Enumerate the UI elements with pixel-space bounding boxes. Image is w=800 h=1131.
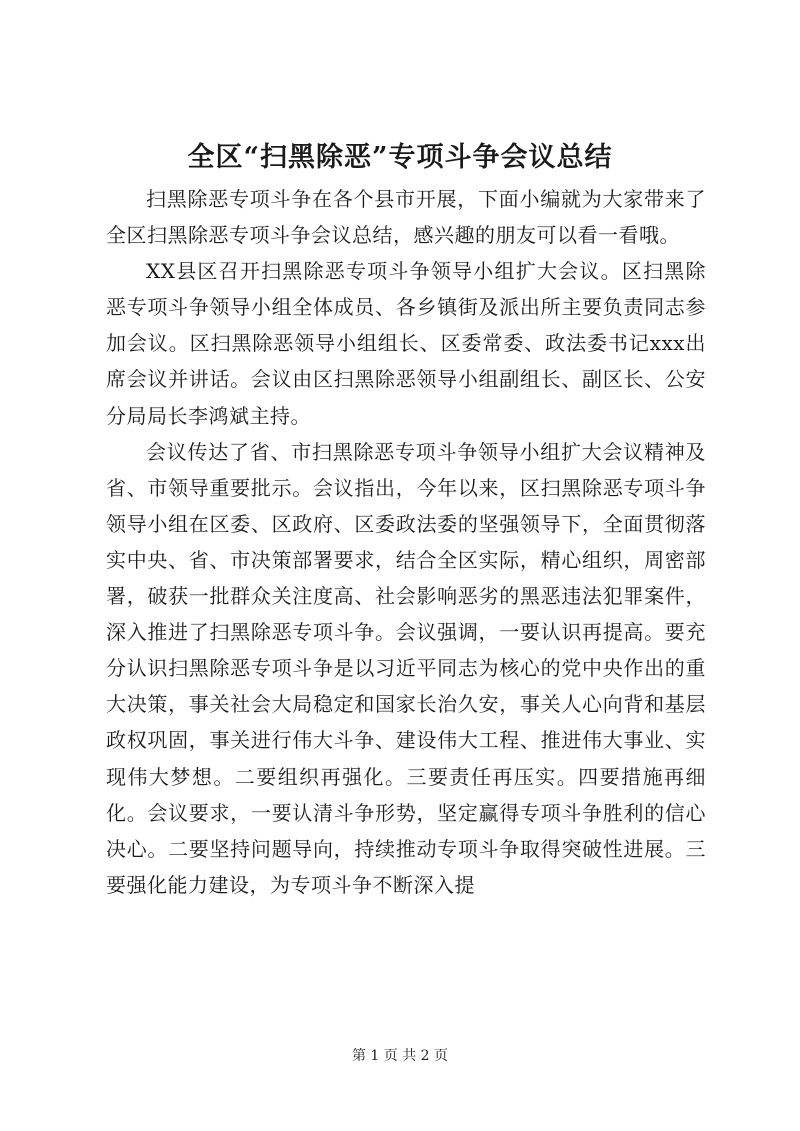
document-title: 全区“扫黑除恶”专项斗争会议总结 (187, 142, 613, 173)
page-footer: 第 1 页 共 2 页 (351, 1048, 449, 1064)
paragraph-intro: 扫黑除恶专项斗争在各个县市开展，下面小编就为大家带来了全区扫黑除恶专项斗争会议总结，感兴趣的朋友可以看一看哦。 (106, 187, 706, 248)
paragraph-meeting: XX县区召开扫黑除恶专项斗争领导小组扩大会议。区扫黑除恶专项斗争领导小组全体成员、各乡镇街及派出所主要负责同志参加会议。区扫黑除恶领导小组组长、区委常委、政法委书记xxx出席会议并讲话。会议由区扫黑除恶领导小组副组长、副区长、公安分局局长李鸿斌主持。 (106, 259, 706, 428)
paragraph-content: 会议传达了省、市扫黑除恶专项斗争领导小组扩大会议精神及省、市领导重要批示。会议指出，今年以来，区扫黑除恶专项斗争领导小组在区委、区政府、区委政法委的坚强领导下，全面贯彻落实中央、省、市决策部署要求，结合全区实际，精心组织，周密部署，破获一批群众关注度高、社会影响恶劣的黑恶违法犯罪案件，深入推进了扫黑除恶专项斗争。会议强调，一要认识再提高。要充分认识扫黑除恶专项斗争是以习近平同志为核心的党中央作出的重大决策，事关社会大局稳定和国家长治久安，事关人心向背和基层政权巩固，事关进行伟大斗争、建设伟大工程、推进伟大事业、实现伟大梦想。二要组织再强化。三要责任再压实。四要措施再细化。会议要求，一要认清斗争形势，坚定赢得专项斗争胜利的信心决心。二要坚持问题导向，持续推动专项斗争取得突破性进展。三要强化能力建设，为专项斗争不断深入提 (106, 439, 706, 897)
document-body (106, 181, 706, 903)
